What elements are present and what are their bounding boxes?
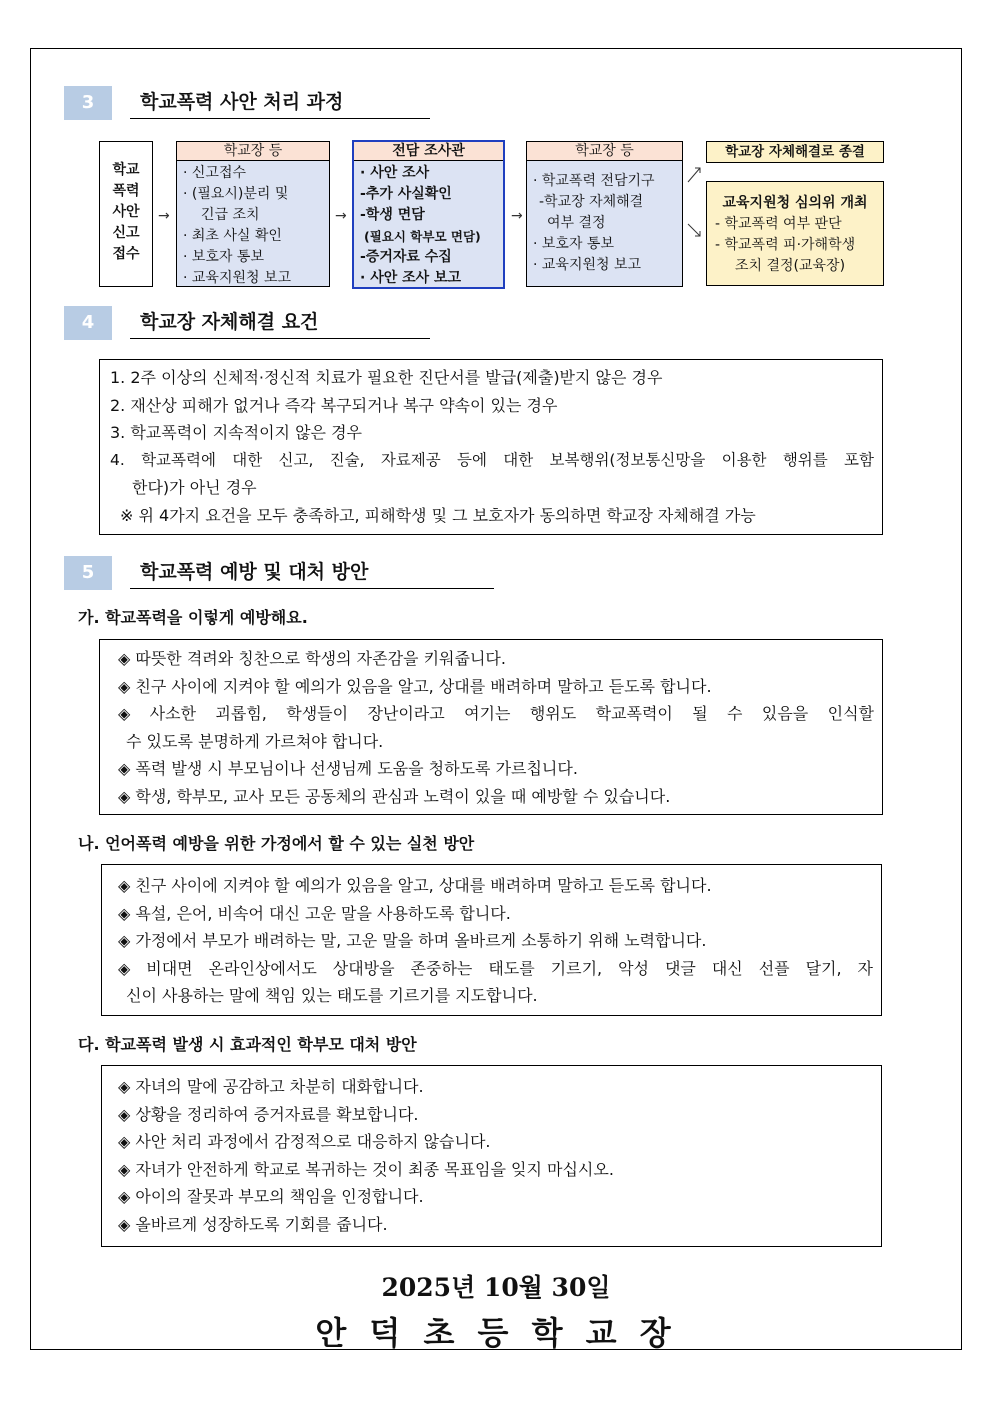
prevention-item: ◈ 폭력 발생 시 부모님이나 선생님께 도움을 청하도록 가르칩니다. xyxy=(118,759,578,778)
verbal-item: ◈ 가정에서 부모가 배려하는 말, 고운 말을 하며 올바르게 소통하기 위해 노력합니다. xyxy=(118,931,707,950)
requirement-note: ※ 위 4가지 요건을 모두 충족하고, 피해학생 및 그 보호자가 동의하면 학교장 자체해결 가능 xyxy=(120,505,756,525)
flow-arrow: → xyxy=(158,208,170,224)
requirement-item: 2. 재산상 피해가 없거나 즉각 복구되거나 복구 약속이 있는 경우 xyxy=(110,395,558,415)
flow-arrow: → xyxy=(511,208,523,224)
flow-arrow: → xyxy=(335,208,347,224)
flow-item: 조치 결정(교육장) xyxy=(735,258,846,274)
section-number: 5 xyxy=(64,556,112,590)
flow-item: · 보호자 통보 xyxy=(183,249,264,265)
flow-start-line: 학교 xyxy=(112,162,140,178)
response-item: ◈ 자녀가 안전하게 학교로 복귀하는 것이 최종 목표임을 잊지 마십시오. xyxy=(118,1159,614,1179)
verbal-item: ◈ 비대면 온라인상에서도 상대방을 존중하는 태도를 기르기, 악성 댓글 대신 선플 달기, 자 xyxy=(118,958,873,978)
flow-item: -학생 면담 xyxy=(360,207,425,223)
section-4-header xyxy=(64,306,430,340)
verbal-item: 신이 사용하는 말에 책임 있는 태도를 기르기를 지도합니다. xyxy=(126,986,538,1005)
section-title: 학교장 자체해결 요건 xyxy=(130,306,430,339)
section-title: 학교폭력 예방 및 대처 방안 xyxy=(130,556,494,589)
prevention-item: ◈ 친구 사이에 지켜야 할 예의가 있음을 알고, 상대를 배려하며 말하고 듣도록 합니다. xyxy=(118,676,712,696)
response-item: ◈ 상황을 정리하여 증거자료를 확보합니다. xyxy=(118,1104,419,1124)
parent-response-box xyxy=(101,1065,882,1247)
flow-box-head: 학교장 등 xyxy=(527,142,682,161)
requirement-item: 1. 2주 이상의 신체적·정신적 치료가 필요한 진단서를 발급(제출)받지 않은 경우 xyxy=(110,368,663,387)
flow-item: 긴급 조치 xyxy=(201,207,260,223)
flow-box-head: 학교장 등 xyxy=(177,142,329,161)
flow-item: (필요시 학부모 면담) xyxy=(364,229,481,244)
response-item: ◈ 올바르게 성장하도록 기회를 줍니다. xyxy=(118,1214,388,1234)
verbal-violence-box xyxy=(101,864,882,1016)
flow-item: -추가 사실확인 xyxy=(360,186,452,202)
flow-item: · 교육지원청 보고 xyxy=(533,257,642,273)
school-principal-signature: 안 덕 초 등 학 교 장 xyxy=(315,1314,677,1352)
section-3-header xyxy=(64,86,430,120)
subsection-ga-heading: 가. 학교폭력을 이렇게 예방해요. xyxy=(78,608,308,627)
prevention-item: 수 있도록 분명하게 가르쳐야 합니다. xyxy=(126,731,384,751)
flow-item: -증거자료 수집 xyxy=(360,249,452,265)
flow-start-line: 사안 xyxy=(112,204,140,220)
flow-item: - 학교폭력 여부 판단 xyxy=(715,216,842,232)
requirement-item: 4. 학교폭력에 대한 신고, 진술, 자료제공 등에 대한 보복행위(정보통신망을 이용한 행위를 포함 xyxy=(110,450,874,469)
document-date: 2025년 10월 30일 xyxy=(381,1273,611,1302)
requirement-item: 3. 학교폭력이 지속적이지 않은 경우 xyxy=(110,423,362,442)
flow-branch-arrows xyxy=(686,146,706,246)
flow-item: · 교육지원청 보고 xyxy=(183,270,292,286)
flow-start-box xyxy=(99,141,153,287)
flow-box-school-head-2 xyxy=(526,141,683,287)
subsection-na-heading: 나. 언어폭력 예방을 위한 가정에서 할 수 있는 실천 방안 xyxy=(78,834,475,853)
section-number: 3 xyxy=(64,86,112,120)
section-number: 4 xyxy=(64,306,112,340)
section-5-header xyxy=(64,556,494,590)
flow-item: · 보호자 통보 xyxy=(533,236,614,252)
flow-item: · (필요시)분리 및 xyxy=(183,186,289,202)
response-item: ◈ 사안 처리 과정에서 감정적으로 대응하지 않습니다. xyxy=(118,1132,491,1151)
flow-start-line: 접수 xyxy=(112,246,140,262)
flow-item: - 학교폭력 피·가해학생 xyxy=(715,237,856,253)
flow-item: · 사안 조사 보고 xyxy=(360,270,462,286)
flow-item: · 최초 사실 확인 xyxy=(183,228,282,244)
flow-item: 여부 결정 xyxy=(547,215,606,231)
verbal-item: ◈ 욕설, 은어, 비속어 대신 고운 말을 사용하도록 합니다. xyxy=(118,903,511,923)
subsection-da-heading: 다. 학교폭력 발생 시 효과적인 학부모 대처 방안 xyxy=(78,1035,417,1054)
prevention-item: ◈ 사소한 괴롭힘, 학생들이 장난이라고 여기는 행위도 학교폭력이 될 수 있음을 인식할 xyxy=(118,704,874,723)
flow-box-school-head-1 xyxy=(176,141,330,287)
flow-start-line: 폭력 xyxy=(112,183,140,199)
verbal-item: ◈ 친구 사이에 지켜야 할 예의가 있음을 알고, 상대를 배려하며 말하고 듣도록 합니다. xyxy=(118,876,712,895)
response-item: ◈ 아이의 잘못과 부모의 책임을 인정합니다. xyxy=(118,1187,424,1206)
flow-item: -학교장 자체해결 xyxy=(539,194,644,210)
prevention-item: ◈ 따뜻한 격려와 칭찬으로 학생의 자존감을 키워줍니다. xyxy=(118,649,506,668)
flow-item: · 학교폭력 전담기구 xyxy=(533,173,655,189)
flow-end-committee xyxy=(706,181,884,286)
response-item: ◈ 자녀의 말에 공감하고 차분히 대화합니다. xyxy=(118,1077,424,1096)
flow-end-self-resolution: 학교장 자체해결로 종결 xyxy=(706,141,884,163)
prevention-item: ◈ 학생, 학부모, 교사 모든 공동체의 관심과 노력이 있을 때 예방할 수 있습니다. xyxy=(118,786,671,806)
flow-start-line: 신고 xyxy=(112,225,140,241)
flow-item: · 사안 조사 xyxy=(360,165,430,181)
flow-item: · 신고접수 xyxy=(183,165,246,181)
requirements-box xyxy=(99,359,883,535)
flow-box-head: 교육지원청 심의위 개최 xyxy=(722,195,868,211)
section-title: 학교폭력 사안 처리 과정 xyxy=(130,86,430,119)
flow-box-investigator xyxy=(352,140,505,289)
prevention-box xyxy=(99,639,883,815)
flow-box-head: 전담 조사관 xyxy=(354,142,503,161)
requirement-item: 한다)가 아닌 경우 xyxy=(132,478,257,497)
